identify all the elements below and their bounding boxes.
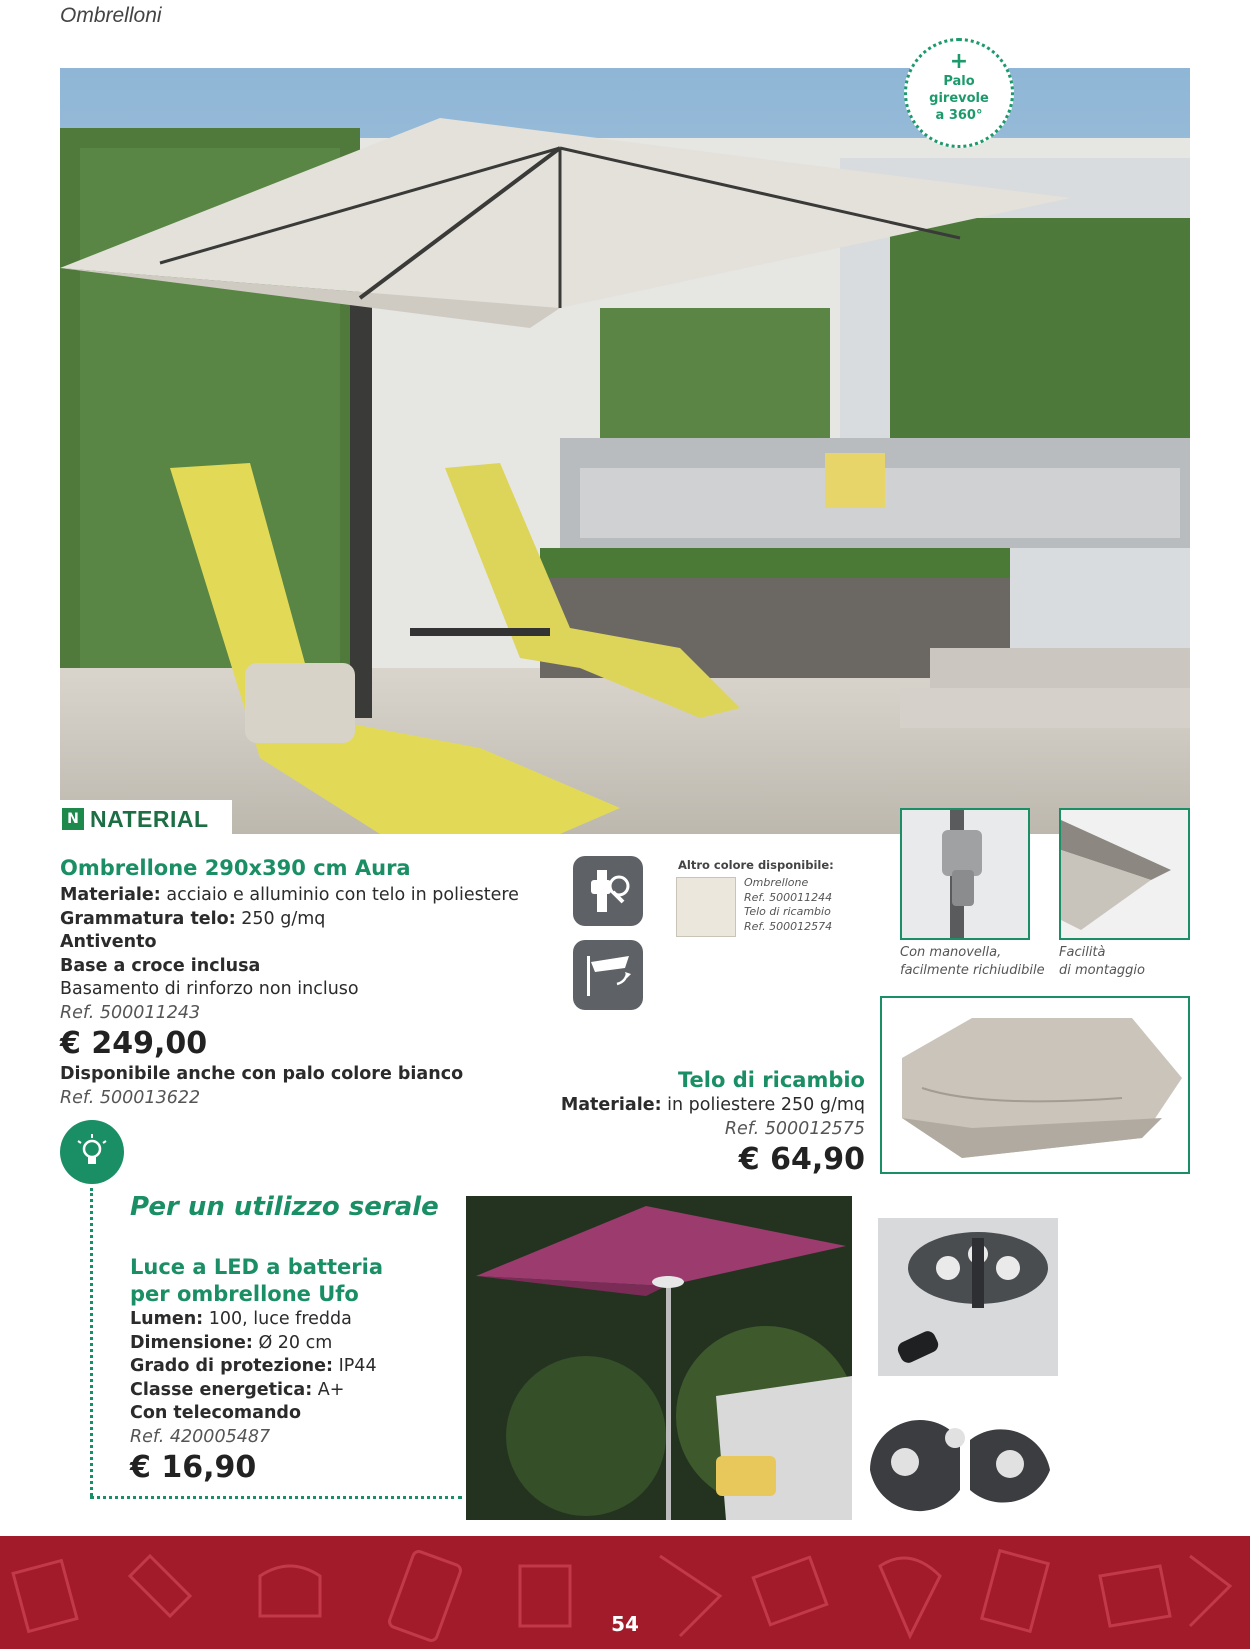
product-title: Ombrellone 290x390 cm Aura [60,856,411,880]
caption-line: facilmente richiudibile [900,963,1045,978]
spec-label: Lumen: [130,1309,204,1329]
feature-windproof: Antivento [60,932,157,952]
feature-remote: Con telecomando [130,1403,301,1423]
badge-line: Palo [943,74,975,89]
caption-line: Facilità [1059,945,1106,960]
feature-base: Base a croce inclusa [60,955,261,976]
ufo-light-remote-photo [878,1218,1058,1376]
caption-line: di montaggio [1059,963,1145,978]
section-title: Ombrelloni [60,4,162,27]
assembly-caption [1059,944,1145,980]
alt-color-line: Ombrellone [744,876,809,889]
crank-detail-photo [900,808,1030,940]
spare-canopy-price: € 64,90 [738,1142,865,1177]
led-product-title [130,1254,383,1308]
brand-logo-mark: N [62,808,84,830]
brand-name: NATERIAL [90,805,209,832]
led-price: € 16,90 [130,1450,257,1485]
title-line: Luce a LED a batteria [130,1255,384,1279]
also-available: Disponibile anche con palo colore bianco [60,1064,464,1084]
spec-value: in poliestere 250 g/mq [667,1095,865,1115]
lightbulb-icon [60,1120,124,1184]
spare-canopy-title: Telo di ricambio [678,1068,865,1092]
spec-label: Classe energetica: [130,1379,313,1400]
spec-label: Dimensione: [130,1332,253,1353]
caption-line: Con manovella, [900,945,1002,960]
alt-color-info [744,876,832,934]
spec-label: Grammatura telo: [60,908,236,929]
tilt-umbrella-icon [573,940,643,1010]
product-price: € 249,00 [60,1026,208,1061]
alt-color-title: Altro colore disponibile: [678,858,834,872]
spare-canopy-ref: Ref. 500012575 [724,1118,865,1139]
product-ref: Ref. 500011243 [60,1002,201,1023]
plus-icon: + [949,49,969,74]
crank-caption [900,944,1045,980]
assembly-detail-photo [1059,808,1190,940]
alt-color-line: Telo di ricambio [744,905,831,918]
tip-heading: Per un utilizzo serale [130,1192,439,1222]
crank-icon [573,856,643,926]
alt-color-line: Ref. 500011244 [744,890,833,904]
spec-value: 250 g/mq [241,908,326,929]
led-ref: Ref. 420005487 [130,1426,271,1447]
badge-line: a 360° [935,108,983,123]
rotating-pole-badge [904,38,1014,148]
spare-canopy-specs [561,1094,865,1179]
spec-value: A+ [317,1379,345,1400]
alt-color-line: Ref. 500012574 [744,919,833,933]
spec-value: acciaio e alluminio con telo in poliestere [166,885,519,905]
spec-value: Ø 20 cm [258,1332,333,1353]
spec-label: Materiale: [60,885,161,905]
ufo-light-open-photo [860,1400,1060,1520]
spec-value: 100, luce fredda [208,1309,352,1329]
product-ref-2: Ref. 500013622 [60,1087,201,1108]
spec-value: IP44 [338,1356,377,1376]
spare-canopy-photo [880,996,1190,1174]
evening-umbrella-photo [466,1196,852,1520]
badge-line: girevole [929,91,989,106]
brand-logo [60,800,232,838]
color-swatch [676,877,736,937]
hero-photo [60,68,1190,834]
dotted-divider [90,1496,462,1499]
title-line: per ombrellone Ufo [130,1282,359,1306]
dotted-divider [90,1188,93,1496]
page-number: 54 [611,1612,639,1636]
led-product-specs [130,1308,377,1487]
product-specs [60,884,519,1110]
spec-label: Grado di protezione: [130,1356,334,1376]
product-note: Basamento di rinforzo non incluso [60,979,359,999]
spec-label: Materiale: [560,1095,662,1115]
